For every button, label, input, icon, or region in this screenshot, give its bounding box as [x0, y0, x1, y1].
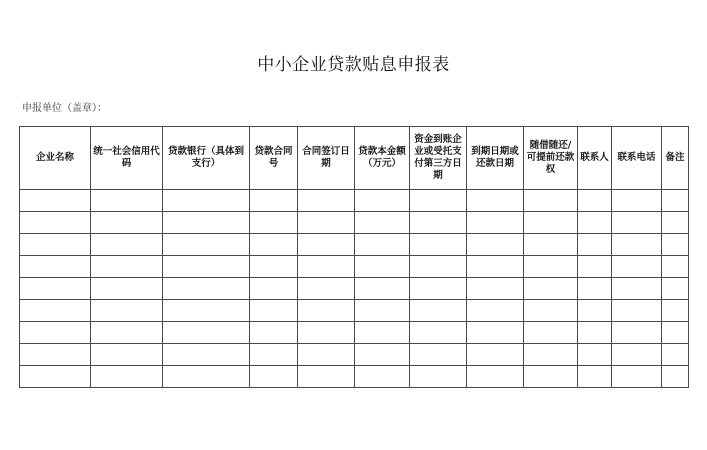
table-cell[interactable] [20, 322, 91, 344]
table-cell[interactable] [662, 366, 689, 388]
table-cell[interactable] [20, 344, 91, 366]
table-cell[interactable] [250, 366, 298, 388]
table-cell[interactable] [578, 366, 612, 388]
table-cell[interactable] [578, 212, 612, 234]
table-cell[interactable] [163, 256, 250, 278]
table-cell[interactable] [91, 212, 163, 234]
table-cell[interactable] [410, 344, 467, 366]
table-cell[interactable] [91, 278, 163, 300]
table-cell[interactable] [298, 300, 355, 322]
table-cell[interactable] [20, 234, 91, 256]
table-cell[interactable] [250, 322, 298, 344]
table-cell[interactable] [612, 212, 662, 234]
table-cell[interactable] [250, 344, 298, 366]
table-cell[interactable] [250, 300, 298, 322]
column-header: 联系人 [578, 127, 612, 190]
column-header: 贷款银行（具体到支行） [163, 127, 250, 190]
column-header: 企业名称 [20, 127, 91, 190]
table-cell[interactable] [578, 234, 612, 256]
table-cell[interactable] [298, 322, 355, 344]
table-cell[interactable] [91, 300, 163, 322]
table-cell[interactable] [662, 322, 689, 344]
table-cell[interactable] [91, 256, 163, 278]
table-cell[interactable] [355, 234, 410, 256]
table-cell[interactable] [163, 366, 250, 388]
table-cell[interactable] [250, 212, 298, 234]
table-cell[interactable] [467, 366, 524, 388]
table-cell[interactable] [250, 190, 298, 212]
table-cell[interactable] [612, 300, 662, 322]
table-cell[interactable] [163, 212, 250, 234]
report-table [19, 126, 689, 388]
table-cell[interactable] [20, 300, 91, 322]
table-cell[interactable] [524, 190, 578, 212]
table-cell[interactable] [355, 256, 410, 278]
table-row [20, 212, 689, 234]
table-cell[interactable] [410, 212, 467, 234]
reporting-unit-label: 申报单位（盖章）： [22, 103, 107, 114]
table-cell[interactable] [612, 366, 662, 388]
table-row [20, 278, 689, 300]
table-cell[interactable] [524, 234, 578, 256]
column-header: 备注 [662, 127, 689, 190]
table-cell[interactable] [612, 256, 662, 278]
table-cell[interactable] [612, 344, 662, 366]
table-cell[interactable] [298, 234, 355, 256]
table-cell[interactable] [91, 190, 163, 212]
table-cell[interactable] [612, 190, 662, 212]
table-cell[interactable] [163, 322, 250, 344]
table-cell[interactable] [355, 278, 410, 300]
table-cell[interactable] [524, 322, 578, 344]
table-cell[interactable] [524, 344, 578, 366]
column-header: 统一社会信用代码 [91, 127, 163, 190]
header-row [20, 127, 689, 190]
table-cell[interactable] [410, 300, 467, 322]
table-cell[interactable] [524, 212, 578, 234]
table-row [20, 322, 689, 344]
table-cell[interactable] [524, 366, 578, 388]
table-cell[interactable] [578, 300, 612, 322]
table-cell[interactable] [298, 344, 355, 366]
table-cell[interactable] [662, 300, 689, 322]
table-cell[interactable] [250, 278, 298, 300]
table-cell[interactable] [662, 190, 689, 212]
table-cell[interactable] [91, 322, 163, 344]
table-cell[interactable] [20, 256, 91, 278]
column-header: 资金到账企业或受托支付第三方日期 [410, 127, 467, 190]
table-cell[interactable] [20, 190, 91, 212]
table-cell[interactable] [91, 234, 163, 256]
table-cell[interactable] [355, 190, 410, 212]
table-cell[interactable] [467, 344, 524, 366]
table-cell[interactable] [612, 278, 662, 300]
table-cell[interactable] [163, 344, 250, 366]
table-cell[interactable] [410, 366, 467, 388]
table-cell[interactable] [410, 322, 467, 344]
table-cell[interactable] [662, 234, 689, 256]
table-cell[interactable] [20, 366, 91, 388]
table-cell[interactable] [467, 278, 524, 300]
table-cell[interactable] [578, 344, 612, 366]
table-cell[interactable] [410, 190, 467, 212]
table-body [20, 190, 689, 388]
table-cell[interactable] [662, 256, 689, 278]
table-cell[interactable] [298, 212, 355, 234]
table-cell[interactable] [467, 322, 524, 344]
table-cell[interactable] [355, 212, 410, 234]
table-row [20, 366, 689, 388]
table-cell[interactable] [662, 344, 689, 366]
column-header: 随借随还/可提前还款权 [524, 127, 578, 190]
table-cell[interactable] [410, 234, 467, 256]
table-cell[interactable] [467, 234, 524, 256]
table-cell[interactable] [467, 212, 524, 234]
table-cell[interactable] [163, 278, 250, 300]
table-cell[interactable] [298, 278, 355, 300]
table-cell[interactable] [524, 300, 578, 322]
table-row [20, 344, 689, 366]
table-cell[interactable] [298, 190, 355, 212]
table-cell[interactable] [578, 190, 612, 212]
table-cell[interactable] [410, 256, 467, 278]
table-cell[interactable] [578, 278, 612, 300]
table-cell[interactable] [250, 256, 298, 278]
table-cell[interactable] [467, 300, 524, 322]
table-cell[interactable] [20, 278, 91, 300]
table-cell[interactable] [163, 190, 250, 212]
table-cell[interactable] [91, 344, 163, 366]
table-cell[interactable] [612, 234, 662, 256]
column-header: 到期日期或还款日期 [467, 127, 524, 190]
table-cell[interactable] [524, 256, 578, 278]
table-cell[interactable] [355, 322, 410, 344]
column-header: 联系电话 [612, 127, 662, 190]
table-cell[interactable] [662, 278, 689, 300]
table-cell[interactable] [355, 366, 410, 388]
table-cell[interactable] [467, 190, 524, 212]
table-cell[interactable] [91, 366, 163, 388]
table-cell[interactable] [298, 366, 355, 388]
table-cell[interactable] [298, 256, 355, 278]
table-cell[interactable] [20, 212, 91, 234]
table-cell[interactable] [163, 234, 250, 256]
table-cell[interactable] [662, 212, 689, 234]
table-row [20, 256, 689, 278]
table-cell[interactable] [467, 256, 524, 278]
page-title: 中小企业贷款贴息申报表 [257, 55, 450, 75]
table-cell[interactable] [355, 300, 410, 322]
table-cell[interactable] [578, 256, 612, 278]
column-header: 贷款合同号 [250, 127, 298, 190]
table-cell[interactable] [355, 344, 410, 366]
column-header: 贷款本金额（万元） [355, 127, 410, 190]
table-cell[interactable] [250, 234, 298, 256]
table-cell[interactable] [163, 300, 250, 322]
table-cell[interactable] [410, 278, 467, 300]
table-cell[interactable] [612, 322, 662, 344]
column-header: 合同签订日期 [298, 127, 355, 190]
table-row [20, 300, 689, 322]
table-cell[interactable] [524, 278, 578, 300]
table-cell[interactable] [578, 322, 612, 344]
table-row [20, 234, 689, 256]
table-row [20, 190, 689, 212]
